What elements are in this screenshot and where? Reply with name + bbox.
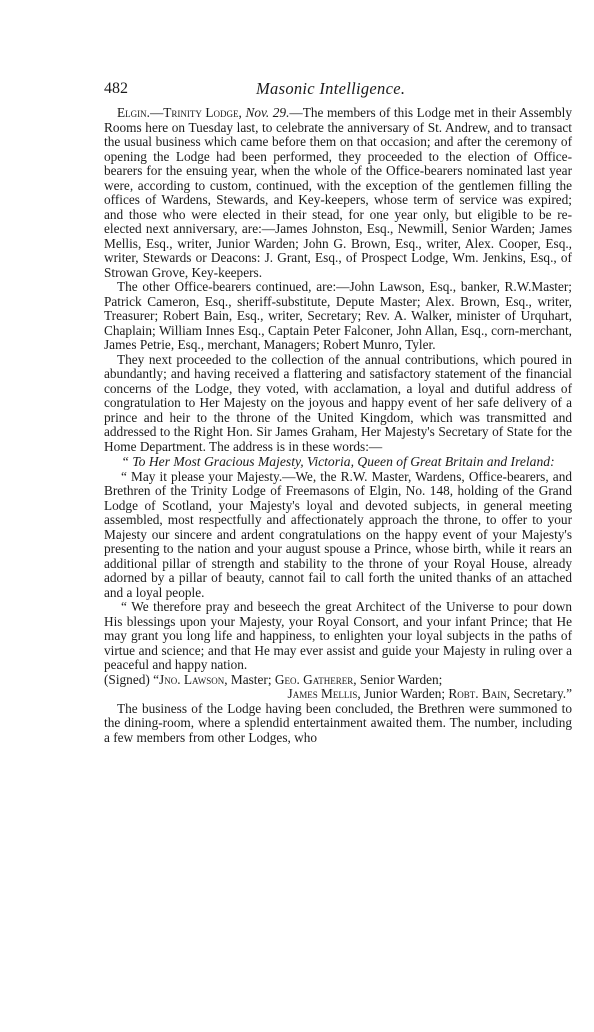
lodge-name: Trinity Lodge, <box>163 105 242 120</box>
signature-line-2: James Mellis, Junior Warden; Robt. Bain, Secretary.” <box>287 686 572 701</box>
signatory-secretary: Robt. Bain, <box>448 686 511 701</box>
signature-line-1: (Signed) “Jno. Lawson, Master; Geo. Gatherer, Senior Warden; <box>104 671 443 687</box>
paragraph-election: Elgin.—Trinity Lodge, Nov. 29.—The members of this Lodge met in their Assembly Rooms here on Tuesday last, to celebrate the anniversary of St. Andrew, and to transact the usual business which came before them on that occasion; and after the ceremony of opening the Lodge had been performed, they proceeded to the election of Office-bearers for the ensuing year, when the whole of the Office-bearers nominated last year were, according to custom, continued, with the exception of the gentlemen filling the offices of Wardens, Stewards, and Key-keepers, whose term of service was expired; and those who were elected in their stead, for one year only, but eligible to be re-elected next anniversary, are:—James Johnston, Esq., Newmill, Senior Warden; James Mellis, Esq., writer, Junior Warden; John G. Brown, Esq., writer, Alex. Cooper, Esq., writer, Stewards or Deacons: J. Grant, Esq., of Prospect Lodge, Wm. Jenkins, Esq., of Strowan Grove, Key-keepers. <box>104 105 573 280</box>
page-number: 482 <box>104 80 128 97</box>
running-title: Masonic Intelligence. <box>256 79 406 98</box>
paragraph-office-bearers: The other Office-bearers continued, are:—John Lawson, Esq., banker, R.W.Master; Patrick Cameron, Esq., sheriff-substitute, Depute Master; Alex. Brown, Esq., writer, Treasurer; Robert Bain, Esq., writer, Secretary; Rev. A. Walker, minister of Urquhart, Chaplain; William Innes Esq., Captain Peter Falconer, John Allan, Esq., corn-merchant, James Petrie, Esq., merchant, Managers; Robert Munro, Tyler. <box>104 279 572 352</box>
paragraph-address-prayer: “ We therefore pray and beseech the great Architect of the Universe to pour down His blessings upon your Majesty, your Royal Consort, and your infant Prince; that He may grant you long life and happiness, to enlighten your loyal subjects in the paths of virtue and science; and that He may ever assist and guide your Majesty in ruling over a peaceful and happy nation. <box>104 599 572 672</box>
meeting-date: Nov. 29. <box>245 105 290 120</box>
signatory-master: Jno. Lawson, <box>159 671 228 687</box>
paragraph-election-text: —The members of this Lodge met in their Assembly Rooms here on Tuesday last, to celebrate the anniversary of St. Andrew, and to transact the usual business which came before them on that occasion; and after the ceremony of opening the Lodge had been performed, they proceeded to the election of Office-bearers for the ensuing year, when the whole of the Office-bearers nominated last year were, according to custom, continued, with the exception of the gentlemen filling the offices of Wardens, Stewards, and Key-keepers, whose term of service was expired; and those who were elected in their stead, for one year only, but eligible to be re-elected next anniversary, are:—James Johnston, Esq., Newmill, Senior Warden; James Mellis, Esq., writer, Junior Warden; John G. Brown, Esq., writer, Alex. Cooper, Esq., writer, Stewards or Deacons: J. Grant, Esq., of Prospect Lodge, Wm. Jenkins, Esq., of Strowan Grove, Key-keepers. <box>104 105 573 280</box>
page <box>104 79 573 745</box>
signatory-junior-warden: James Mellis, <box>287 686 361 701</box>
paragraph-dinner: The business of the Lodge having been concluded, the Brethren were summoned to the dining-room, where a splendid entertainment awaited them. The number, including a few members from other Lodges, who <box>104 700 572 745</box>
signatory-senior-warden: Geo. Gatherer, <box>274 671 357 687</box>
paragraph-address-body: “ May it please your Majesty.—We, the R.W. Master, Wardens, Office-bearers, and Brethren of the Trinity Lodge of Freemasons of Elgin, No. 148, holding of the Grand Lodge of Scotland, your Majesty's loyal and devoted subjects, in general meeting assembled, most respectfully and affectionately approach the throne, to offer to your Majesty our sincere and ardent congratulations on the happy event of your Majesty's presenting to the nation and your august spouse a Prince, whose birth, while it rears an additional pillar of strength and stability to the throne of your Royal House, already adorned by a pillar of beauty, cannot fail to call forth the united thanks of an attached and a loyal people. <box>104 468 572 600</box>
paragraph-contributions: They next proceeded to the collection of the annual contributions, which poured in abundantly; and having received a flattering and satisfactory statement of the financial concerns of the Lodge, they voted, with acclamation, a loyal and dutiful address of congratulation to Her Majesty on the joyous and happy event of her safe delivery of a prince and heir to the throne of the United Kingdom, which was transmitted and addressed to the Right Hon. Sir James Graham, Her Majesty's Secretary of State for the Home Department. The address is in these words:— <box>104 351 572 454</box>
running-header <box>104 79 572 106</box>
address-heading: “ To Her Most Gracious Majesty, Victoria, Queen of Great Britain and Ireland: <box>121 454 555 469</box>
place-name: Elgin. <box>117 105 150 120</box>
